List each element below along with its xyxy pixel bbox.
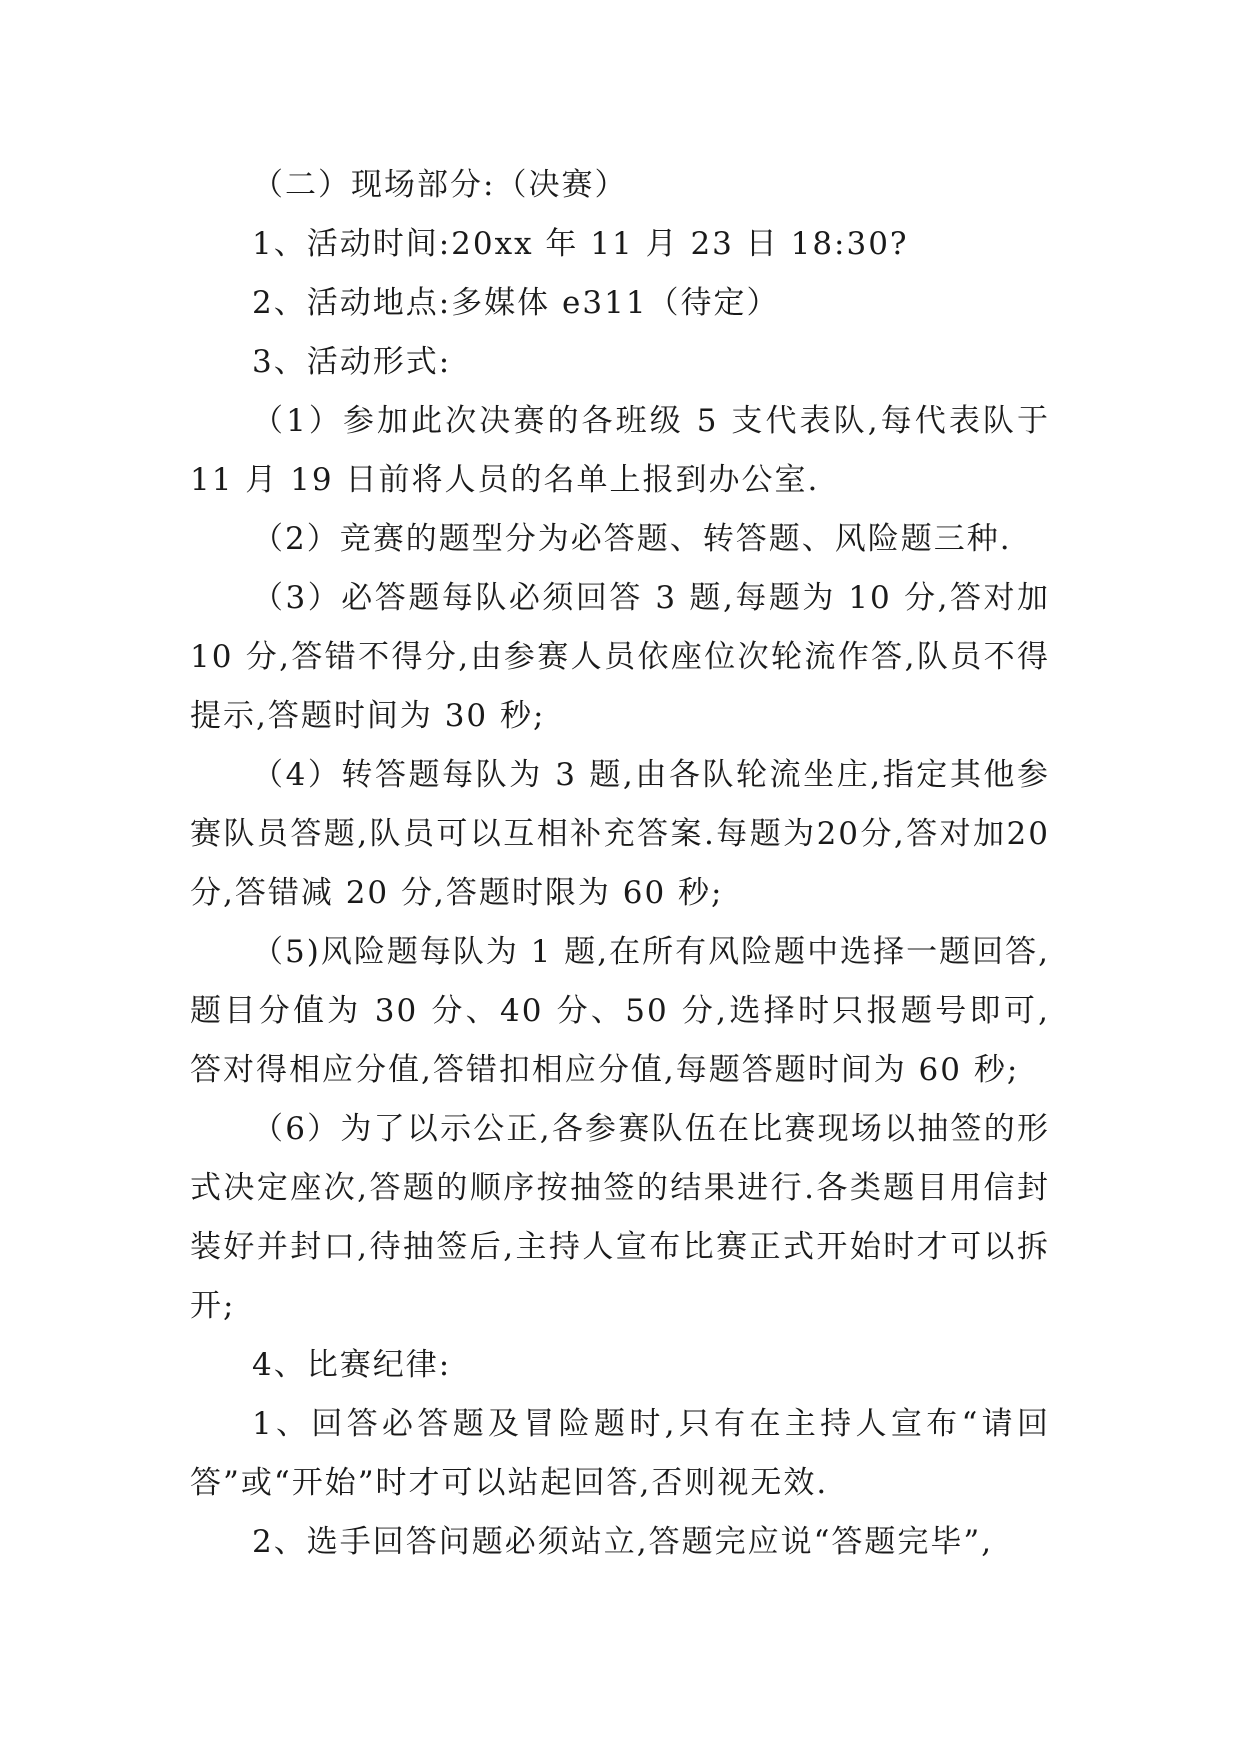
discipline-heading: 4、比赛纪律: xyxy=(252,1347,452,1383)
format-item-1: （1）参加此次决赛的各班级 5 支代表队,每代表队于 11 月 19 日前将人员的名单上报到办公室. xyxy=(190,403,1050,498)
discipline-item-1: 1、回答必答题及冒险题时,只有在主持人宣布“请回答”或“开始”时才可以站起回答,否则视无效. xyxy=(190,1406,1050,1501)
format-item-4: （4）转答题每队为 3 题,由各队轮流坐庄,指定其他参赛队员答题,队员可以互相补充答案.每题为20分,答对加20 分,答错减 20 分,答题时限为 60 秒; xyxy=(190,757,1050,911)
format-item-3: （3）必答题每队必须回答 3 题,每题为 10 分,答对加 10 分,答错不得分,由参赛人员依座位次轮流作答,队员不得提示,答题时间为 30 秒; xyxy=(190,580,1050,734)
format-item-5: （5)风险题每队为 1 题,在所有风险题中选择一题回答,题目分值为 30 分、40 分、50 分,选择时只报题号即可,答对得相应分值,答错扣相应分值,每题答题时间为 60 秒; xyxy=(190,934,1050,1088)
activity-time: 1、活动时间:20xx 年 11 月 23 日 18:30? xyxy=(252,226,909,262)
document-body xyxy=(190,156,1050,1572)
activity-location: 2、活动地点:多媒体 e311（待定） xyxy=(252,285,780,321)
format-item-2: （2）竞赛的题型分为必答题、转答题、风险题三种. xyxy=(252,521,1012,557)
section-heading-final: （二）现场部分:（决赛） xyxy=(252,167,628,203)
discipline-item-2: 2、选手回答问题必须站立,答题完应说“答题完毕”, xyxy=(252,1524,994,1560)
activity-format-heading: 3、活动形式: xyxy=(252,344,452,380)
format-item-6: （6）为了以示公正,各参赛队伍在比赛现场以抽签的形式决定座次,答题的顺序按抽签的结果进行.各类题目用信封装好并封口,待抽签后,主持人宣布比赛正式开始时才可以拆开; xyxy=(190,1111,1050,1324)
